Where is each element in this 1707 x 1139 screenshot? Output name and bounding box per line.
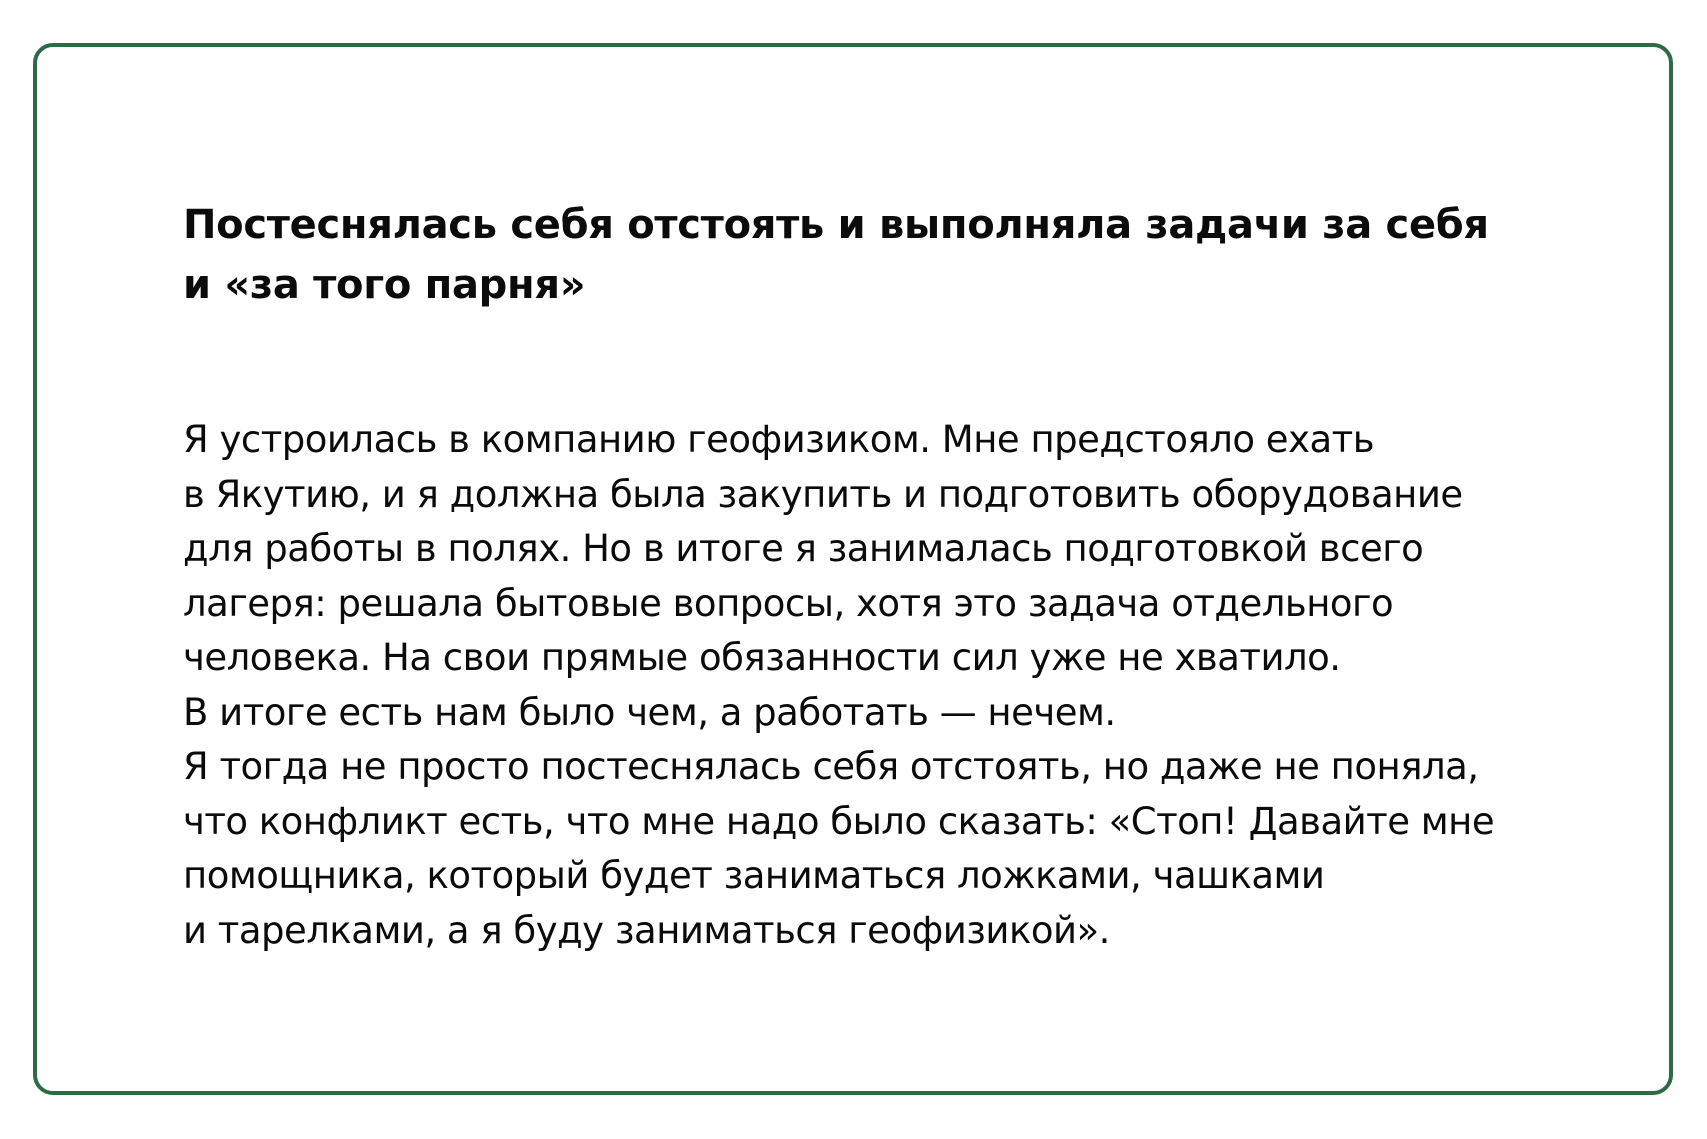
story-body-line: для работы в полях. Но в итоге я занималась подготовкой всего bbox=[183, 527, 1424, 570]
story-body bbox=[183, 413, 1603, 958]
story-title bbox=[183, 195, 1583, 315]
story-body-line: Я тогда не просто постеснялась себя отстоять, но даже не поняла, bbox=[183, 745, 1479, 788]
story-body-line: лагеря: решала бытовые вопросы, хотя это задача отдельного bbox=[183, 581, 1394, 625]
story-title-line: Постеснялась себя отстоять и выполняла задачи за себя bbox=[183, 202, 1489, 248]
story-body-line: Я устроилась в компанию геофизиком. Мне предстояло ехать bbox=[183, 418, 1374, 461]
story-card bbox=[33, 43, 1673, 1095]
story-title-line: и «за того парня» bbox=[183, 262, 586, 308]
story-body-line: человека. На свои прямые обязанности сил уже не хватило. bbox=[183, 636, 1341, 679]
story-body-line: что конфликт есть, что мне надо было сказать: «Стоп! Давайте мне bbox=[183, 799, 1495, 843]
story-body-line: и тарелками, а я буду заниматься геофизикой». bbox=[183, 908, 1110, 952]
story-body-line: В итоге есть нам было чем, а работать — нечем. bbox=[183, 690, 1116, 734]
story-body-line: в Якутию, и я должна была закупить и подготовить оборудование bbox=[183, 472, 1463, 516]
story-body-line: помощника, который будет заниматься ложками, чашками bbox=[183, 854, 1325, 897]
